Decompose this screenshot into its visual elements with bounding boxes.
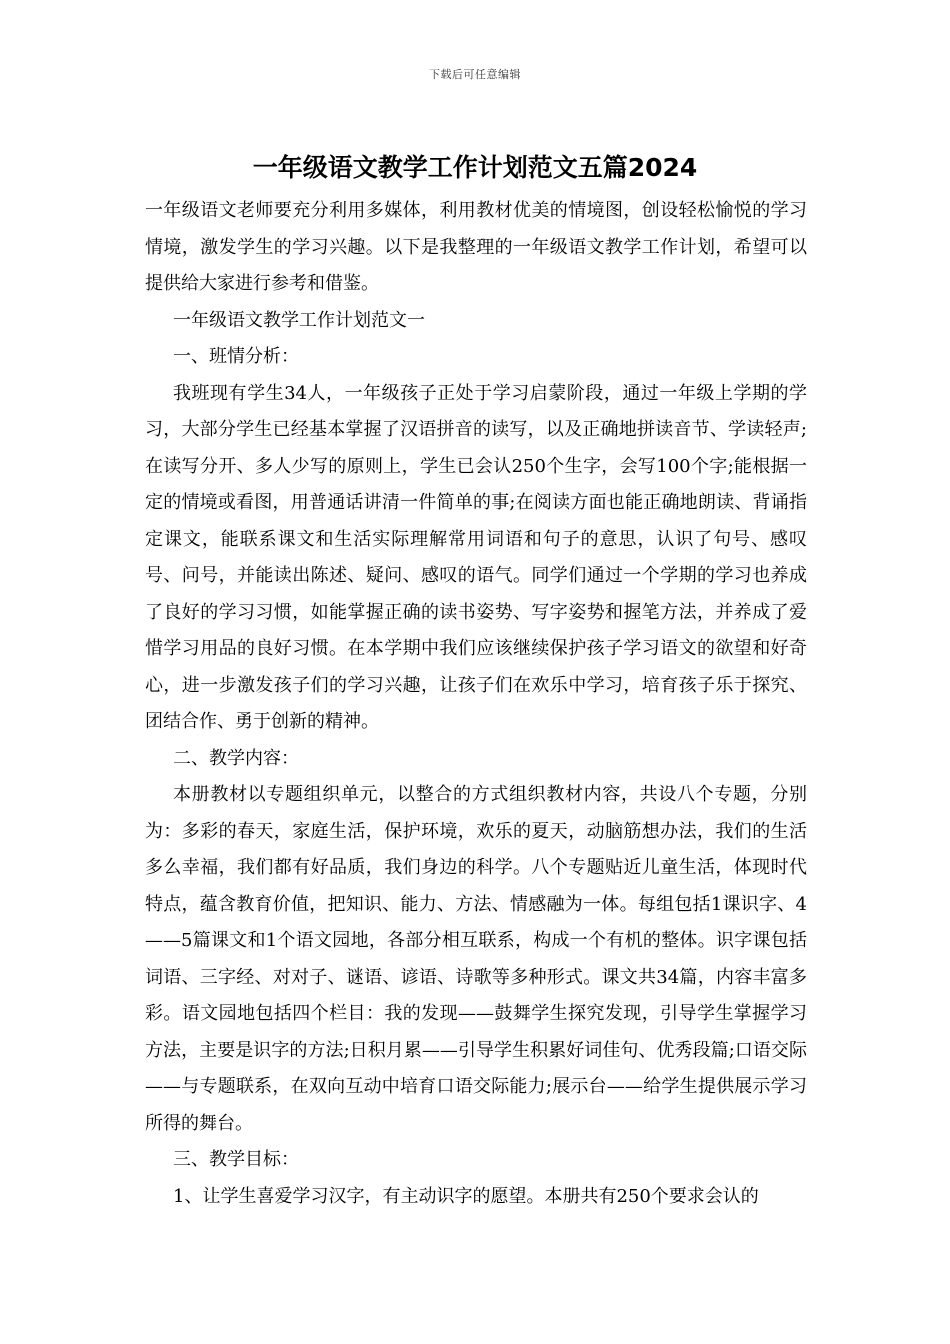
document-body <box>145 193 807 1215</box>
heading-class-analysis: 一、班情分析： <box>173 346 299 367</box>
heading-teaching-content: 二、教学内容： <box>173 747 299 769</box>
paragraph-teaching-goals: 1、让学生喜爱学习汉字，有主动识字的愿望。本册共有250个要求会认的 <box>173 1185 759 1207</box>
intro-paragraph: 一年级语文老师要充分利用多媒体，利用教材优美的情境图，创设轻松愉悦的学习情境，激发学生的学习兴趣。以下是我整理的一年级语文教学工作计划，希望可以提供给大家进行参考和借鉴。 <box>145 200 807 294</box>
paragraph-class-analysis: 我班现有学生34人，一年级孩子正处于学习启蒙阶段，通过一年级上学期的学习，大部分学生已经基本掌握了汉语拼音的读写，以及正确地拼读音节、学读轻声;在读写分开、多人少写的原则上，学生已会认250个生字，会写100个字;能根据一定的情境或看图，用普通话讲清一件简单的事;在阅读方面也能正确地朗读、背诵指定课文，能联系课文和生活实际理解常用词语和句子的意思，认识了句号、感叹号、问号，并能读出陈述、疑问、感叹的语气。同学们通过一个学期的学习也养成了良好的学习习惯，如能掌握正确的读书姿势、写字姿势和握笔方法，并养成了爱惜学习用品的良好习惯。在本学期中我们应该继续保护孩子学习语文的欲望和好奇心，进一步激发孩子们的学习兴趣，让孩子们在欢乐中学习，培育孩子乐于探究、团结合作、勇于创新的精神。 <box>145 382 807 732</box>
heading-teaching-goals: 三、教学目标： <box>173 1149 299 1170</box>
document-title: 一年级语文教学工作计划范文五篇2024 <box>252 153 698 182</box>
paragraph-teaching-content: 本册教材以专题组织单元，以整合的方式组织教材内容，共设八个专题，分别为：多彩的春天，家庭生活，保护环境，欢乐的夏天，动脑筋想办法，我们的生活多么幸福，我们都有好品质，我们身边的科学。八个专题贴近儿童生活，体现时代特点，蕴含教育价值，把知识、能力、方法、情感融为一体。每组包括1课识字、4——5篇课文和1个语文园地，各部分相互联系，构成一个有机的整体。识字课包括词语、三字经、对对子、谜语、谚语、诗歌等多种形式。课文共34篇，内容丰富多彩。语文园地包括四个栏目：我的发现——鼓舞学生探究发现，引导学生掌握学习方法，主要是识字的方法;日积月累——引导学生积累好词佳句、优秀段篇;口语交际——与专题联系，在双向互动中培育口语交际能力;展示台——给学生提供展示学习所得的舞台。 <box>145 784 807 1134</box>
header-note: 下载后可任意编辑 <box>429 68 521 81</box>
section-title: 一年级语文教学工作计划范文一 <box>173 309 425 331</box>
